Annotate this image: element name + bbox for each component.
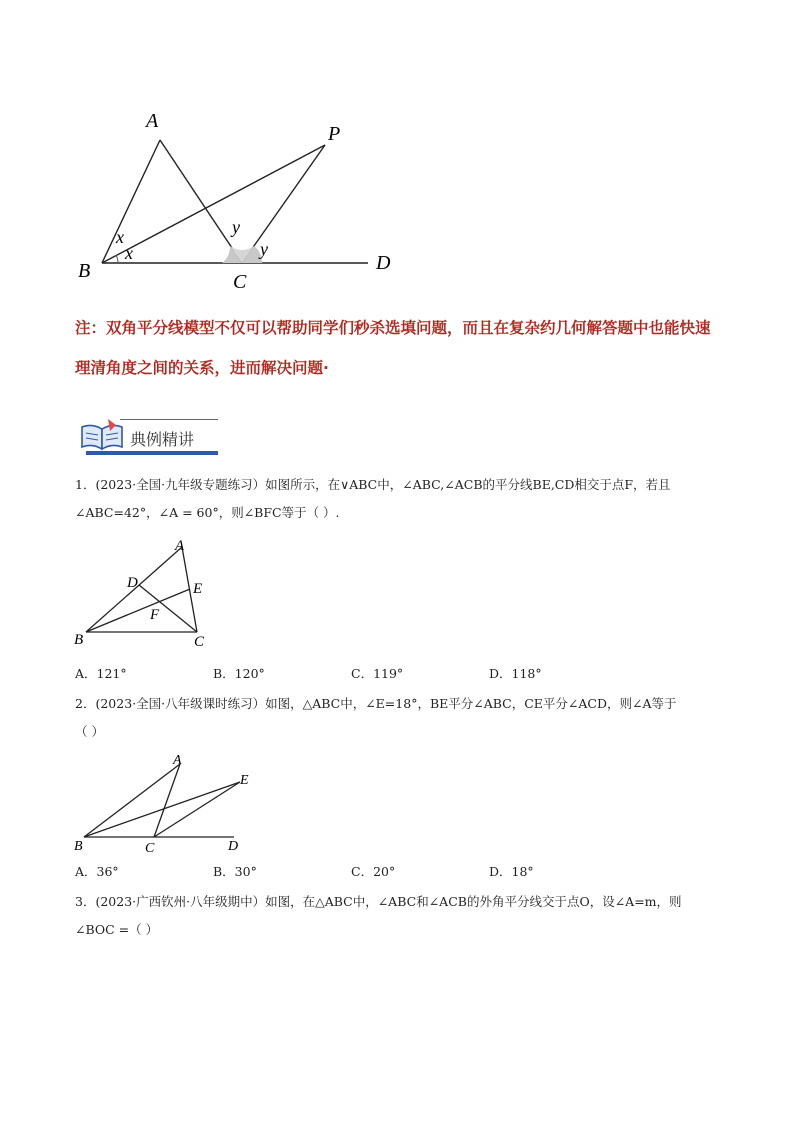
q2-label-D: D: [228, 839, 239, 854]
question-2-line-2: （ ）: [75, 724, 104, 739]
q2-label-E: E: [240, 773, 249, 788]
segment-CP: [242, 145, 325, 263]
question-1-options: [75, 664, 635, 682]
q1-label-B: B: [74, 632, 84, 648]
label-y-upper: y: [232, 217, 240, 237]
question-3-text: [75, 888, 735, 944]
note-paragraph: [75, 308, 725, 388]
label-x-lower: x: [125, 243, 133, 263]
q1-label-A: A: [175, 538, 185, 554]
q1-label-C: C: [194, 634, 205, 650]
question-3-line-2: ∠BOC =（ ）: [75, 922, 159, 937]
label-D: D: [376, 252, 391, 274]
q1-label-E: E: [193, 581, 203, 597]
q1-option-d[interactable]: D．118°: [489, 666, 542, 681]
question-2-line-1: 2．(2023·全国·八年级课时练习）如图，△ABC中，∠E=18°，BE平分∠ABC，CE平分∠ACD，则∠A等于: [75, 696, 677, 711]
banner-bottom-rule: [86, 451, 218, 455]
section-title: 典例精讲: [130, 430, 195, 449]
label-x-upper: x: [116, 227, 124, 247]
q2-label-B: B: [74, 839, 83, 854]
question-1-text: [75, 471, 735, 527]
segment-BP: [102, 145, 325, 263]
note-text-2: 帮助同学们秒杀选填问题，而且在复杂约几何解答题中也能快速理清角度之间的关系，进而解决问题·: [75, 319, 711, 377]
q2-option-b[interactable]: B．30°: [213, 864, 257, 879]
section-banner: [78, 415, 218, 455]
q2-option-a[interactable]: A．36°: [75, 864, 119, 879]
question-1-line-1: 1．(2023·全国·九年级专题练习）如图所示，在∨ABC中，∠ABC,∠ACB的平分线BE,CD相交于点F，若且: [75, 477, 671, 492]
question-2-figure: [70, 752, 260, 857]
question-1-figure: [72, 535, 222, 650]
q2-label-C: C: [145, 841, 155, 856]
figure-double-bisector: [70, 105, 410, 300]
note-lead: 注：: [75, 319, 107, 337]
q2-option-c[interactable]: C．20°: [351, 864, 396, 879]
note-emphasis: 不仅可以: [214, 319, 277, 337]
label-B: B: [78, 260, 91, 282]
q1-option-a[interactable]: A．121°: [75, 666, 127, 681]
q1-option-b[interactable]: B．120°: [213, 666, 265, 681]
banner-top-rule: [120, 419, 218, 420]
q1-label-F: F: [150, 607, 160, 623]
label-A: A: [146, 110, 159, 132]
open-book-icon: [78, 415, 126, 455]
question-2-text: [75, 690, 735, 746]
label-C: C: [233, 271, 247, 293]
question-1-line-2: ∠ABC=42°，∠A = 60°，则∠BFC等于（ ）.: [75, 505, 340, 520]
question-3-line-1: 3．(2023·广西钦州·八年级期中）如图，在△ABC中，∠ABC和∠ACB的外角平分线交于点O，设∠A=m，则: [75, 894, 682, 909]
q2-label-A: A: [173, 753, 182, 768]
q1-option-c[interactable]: C．119°: [351, 666, 404, 681]
question-2-options: [75, 862, 635, 880]
label-P: P: [328, 123, 341, 145]
segment-AC: [160, 140, 242, 263]
label-y-lower: y: [260, 239, 268, 259]
q1-label-D: D: [127, 575, 138, 591]
q2-option-d[interactable]: D．18°: [489, 864, 534, 879]
angle-arc-B: [116, 255, 118, 263]
note-text-1: 双角平分线模型: [106, 319, 215, 337]
